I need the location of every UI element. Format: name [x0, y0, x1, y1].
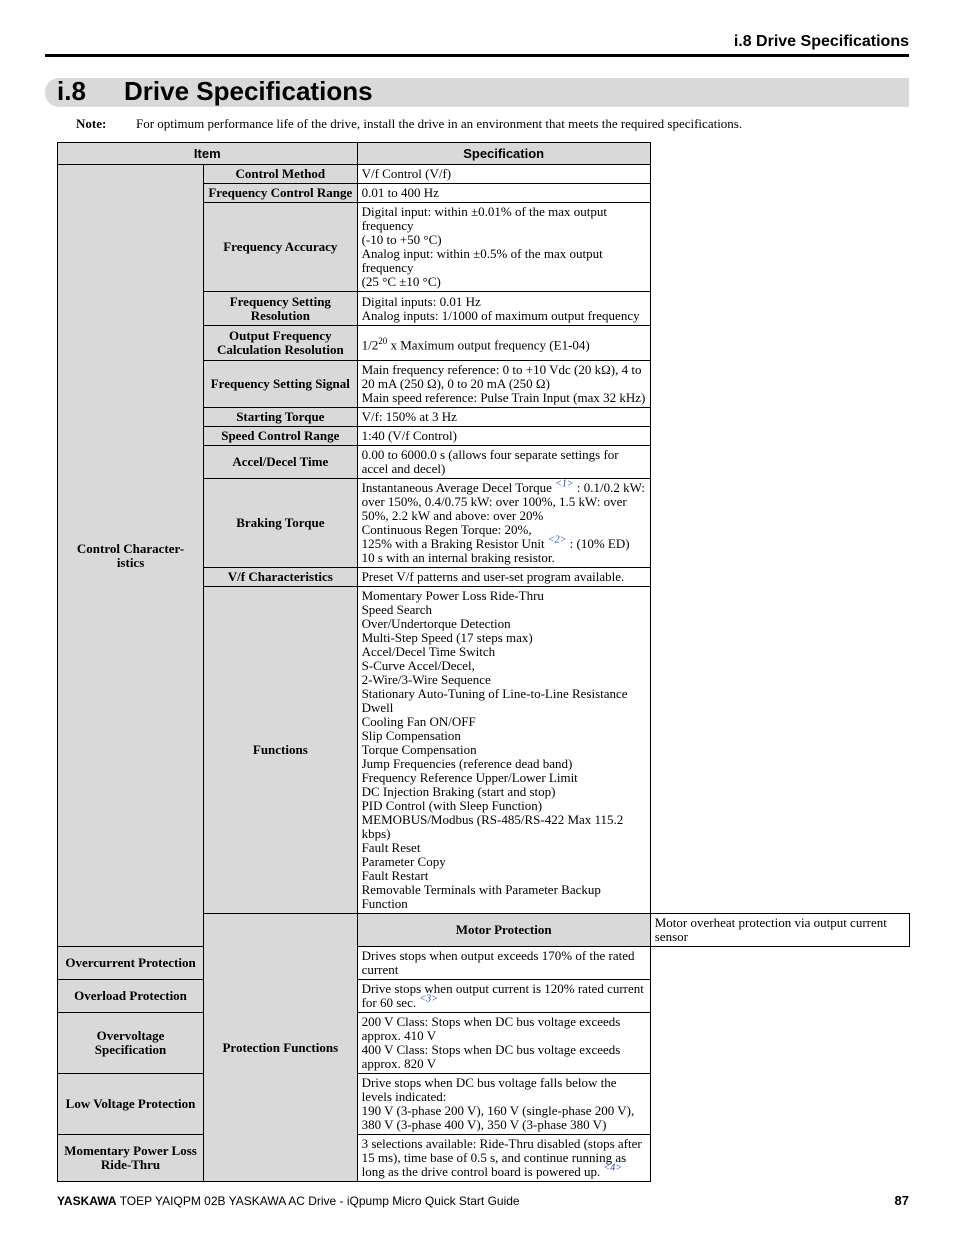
group-control: Control Character- istics [58, 165, 204, 947]
spec-value: V/f: 150% at 3 Hz [357, 408, 650, 427]
spec-text: 3 selections available: Ride-Thru disabled (stops after 15 ms), time base of 0.5 s, and continue running as long as the drive control board is powered up. [361, 1136, 642, 1179]
table-row [58, 165, 910, 184]
spec-value: Motor overheat protection via output current sensor [650, 914, 909, 947]
item-label: Frequency Setting Signal [204, 361, 358, 408]
section-number: i.8 [57, 76, 86, 106]
header-rule [45, 54, 909, 57]
spec-line: Jump Frequencies (reference dead band) [361, 756, 573, 771]
spec-value: 0.01 to 400 Hz [357, 184, 650, 203]
spec-line: Drive stops when DC bus voltage falls below the levels indicated: [361, 1075, 617, 1104]
item-label: Overload Protection [58, 980, 204, 1013]
spec-line: MEMOBUS/Modbus (RS-485/RS-422 Max 115.2 kbps) [361, 812, 624, 841]
spec-value [357, 326, 650, 361]
spec-line: Momentary Power Loss Ride-Thru [361, 588, 544, 603]
item-label: Output Frequency Calculation Resolution [204, 326, 358, 361]
item-label: Frequency Setting Resolution [204, 292, 358, 326]
spec-line: (-10 to +50 °C) [361, 232, 442, 247]
spec-line: 190 V (3-phase 200 V), 160 V (single-phase 200 V), 380 V (3-phase 400 V), 350 V (3-phase 380 V) [361, 1103, 635, 1132]
spec-text: : (10% ED) 10 s with an internal braking resistor. [361, 536, 630, 565]
spec-line: Over/Undertorque Detection [361, 616, 511, 631]
item-label: Frequency Accuracy [204, 203, 358, 292]
spec-text: 1/2 [361, 337, 379, 353]
spec-line: Frequency Reference Upper/Lower Limit [361, 770, 578, 785]
item-label: Accel/Decel Time [204, 446, 358, 479]
spec-value [357, 1013, 650, 1074]
item-label: V/f Characteristics [204, 568, 358, 587]
spec-value: V/f Control (V/f) [357, 165, 650, 184]
footnote-ref-link[interactable]: <3> [419, 993, 438, 1005]
table-row [58, 980, 910, 1013]
spec-value [357, 980, 650, 1013]
table-row [58, 1135, 910, 1182]
spec-line: Stationary Auto-Tuning of Line-to-Line Resistance [361, 686, 628, 701]
note-label: Note: [76, 116, 107, 131]
spec-line: Removable Terminals with Parameter Backup Function [361, 882, 601, 911]
footnote-ref-link[interactable]: <2> [547, 534, 567, 546]
table-row [58, 1013, 910, 1074]
item-label: Motor Protection [357, 914, 650, 947]
spec-line: Analog inputs: 1/1000 of maximum output frequency [361, 307, 640, 323]
spec-line: Main frequency reference: 0 to +10 Vdc (20 kΩ), 4 to 20 mA (250 Ω), 0 to 20 mA (250 Ω) [361, 362, 642, 391]
spec-line: Accel/Decel Time Switch [361, 644, 496, 659]
spec-text: x Maximum output frequency (E1-04) [387, 337, 590, 353]
spec-line: 400 V Class: Stops when DC bus voltage exceeds approx. 820 V [361, 1042, 621, 1071]
spec-line: (25 °C ±10 °C) [361, 274, 441, 289]
spec-text: Continuous Regen Torque: 20%, [361, 522, 532, 537]
table-header-row [58, 143, 910, 165]
section-title: Drive Specifications [124, 76, 373, 106]
spec-line: PID Control (with Sleep Function) [361, 798, 543, 813]
spec-value [357, 292, 650, 326]
spec-line: 200 V Class: Stops when DC bus voltage exceeds approx. 410 V [361, 1014, 621, 1043]
spec-line: Fault Restart [361, 868, 429, 883]
spec-line: Digital inputs: 0.01 Hz [361, 293, 481, 309]
spec-line: Analog input: within ±0.5% of the max output frequency [361, 246, 603, 275]
note-text: For optimum performance life of the drive, install the drive in an environment that meets the required specifications. [136, 116, 743, 131]
spec-value [357, 587, 650, 914]
spec-line: Slip Compensation [361, 728, 461, 743]
spec-text: 125% with a Braking Resistor Unit [361, 536, 548, 551]
item-label: Overcurrent Protection [58, 947, 204, 980]
item-label: Momentary Power Loss Ride-Thru [58, 1135, 204, 1182]
spec-line: Parameter Copy [361, 854, 446, 869]
spec-value: 1:40 (V/f Control) [357, 427, 650, 446]
footer [57, 1194, 520, 1208]
col-header-item: Item [58, 143, 358, 165]
running-header: i.8 Drive Specifications [733, 33, 909, 50]
item-label: Speed Control Range [204, 427, 358, 446]
spec-line: Torque Compensation [361, 742, 477, 757]
item-label: Control Method [204, 165, 358, 184]
page-number: 87 [894, 1193, 909, 1208]
spec-text: Drive stops when output current is 120% rated current for 60 sec. [361, 981, 644, 1010]
col-header-spec: Specification [357, 143, 650, 165]
spec-line: 2-Wire/3-Wire Sequence [361, 672, 491, 687]
spec-line: S-Curve Accel/Decel, [361, 658, 475, 673]
spec-line: Main speed reference: Pulse Train Input (max 32 kHz) [361, 390, 646, 405]
item-label: Low Voltage Protection [58, 1074, 204, 1135]
brand-name: YASKAWA [57, 1194, 117, 1208]
group-protection: Protection Functions [204, 914, 358, 1182]
table-row [58, 1074, 910, 1135]
item-label: Braking Torque [204, 479, 358, 568]
item-label: Starting Torque [204, 408, 358, 427]
spec-line: Fault Reset [361, 840, 421, 855]
table-row [58, 947, 910, 980]
spec-text: : 0.1/0.2 kW: over 150%, 0.4/0.75 kW: over 100%, 1.5 kW: over 50%, 2.2 kW and above: over 20% [361, 480, 645, 523]
item-label: Overvoltage Specification [58, 1013, 204, 1074]
spec-value: Drives stops when output exceeds 170% of the rated current [357, 947, 650, 980]
spec-value [357, 1074, 650, 1135]
item-label: Frequency Control Range [204, 184, 358, 203]
spec-value [357, 1135, 650, 1182]
item-label: Functions [204, 587, 358, 914]
superscript: 20 [378, 335, 388, 346]
spec-value: 0.00 to 6000.0 s (allows four separate settings for accel and decel) [357, 446, 650, 479]
spec-line: Dwell [361, 700, 394, 715]
spec-line: Digital input: within ±0.01% of the max output frequency [361, 204, 608, 233]
note [76, 116, 742, 132]
spec-line: Cooling Fan ON/OFF [361, 714, 476, 729]
spec-line: DC Injection Braking (start and stop) [361, 784, 556, 799]
footnote-ref-link[interactable]: <1> [555, 478, 574, 490]
doc-title: TOEP YAIQPM 02B YASKAWA AC Drive - iQpump Micro Quick Start Guide [116, 1194, 520, 1208]
footnote-ref-link[interactable]: <4> [603, 1162, 622, 1174]
spec-line: Speed Search [361, 602, 432, 617]
spec-line: Multi-Step Speed (17 steps max) [361, 630, 533, 645]
spec-text: Instantaneous Average Decel Torque [361, 480, 556, 495]
spec-value [357, 361, 650, 408]
spec-value [357, 479, 650, 568]
spec-table [57, 142, 910, 1182]
spec-value [357, 203, 650, 292]
spec-value: Preset V/f patterns and user-set program available. [357, 568, 650, 587]
